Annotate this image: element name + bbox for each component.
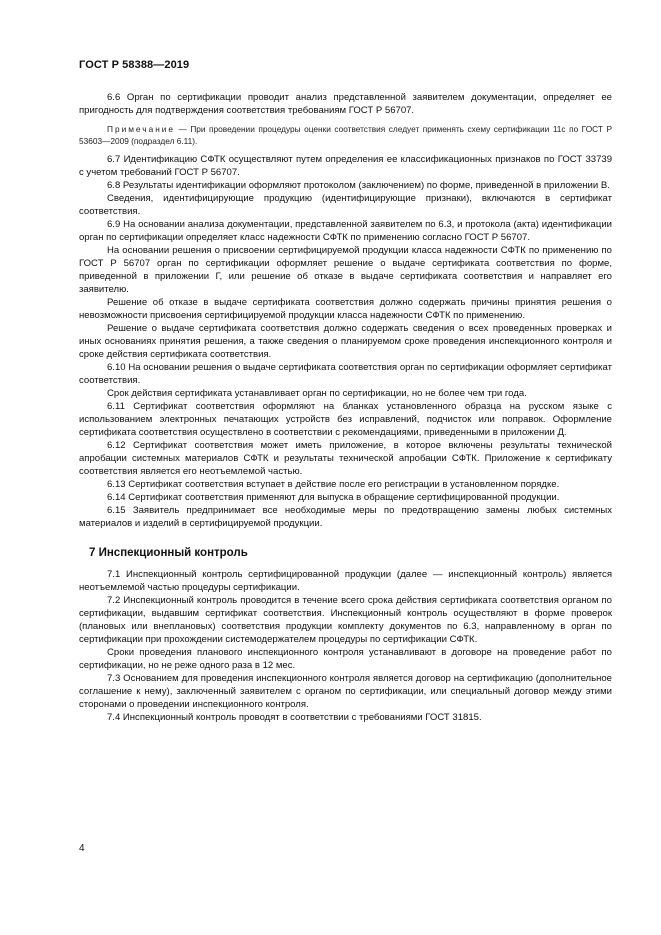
paragraph: Срок действия сертификата устанавливает орган по сертификации, но не более чем три года. [107,388,527,399]
paragraph: 6.13 Сертификат соответствия вступает в действие после его регистрации в установленном порядке. [107,479,560,490]
paragraph: 6.14 Сертификат соответствия применяют для выпуска в обращение сертифицированной продукции. [107,492,560,503]
paragraph: 6.11 Сертификат соответствия оформляют на бланках установленного образца на русском языке с использованием электронных печатающих устройств без исправлений, подчисток или поправок. Оформление сертификата соответствия осуществлено в соответствии с рекомендациями, приведенными в приложении Д. [79,401,612,438]
paragraph: 6.9 На основании анализа документации, представленной заявителем по 6.3, и протокола (акта) идентификации орган по сертификации определяет класс надежности СФТК по применению согласно ГОСТ Р 56707. [79,219,612,243]
paragraph: 6.6 Орган по сертификации проводит анализ представленной заявителем документации, определяет ее пригодность для подтверждения соответствия требованиям ГОСТ Р 56707. [79,92,612,116]
paragraph: 7.4 Инспекционный контроль проводят в соответствии с требованиями ГОСТ 31815. [107,712,482,723]
paragraph: 6.15 Заявитель предпринимает все необходимые меры по предотвращению замены любых системных материалов и изделий в сертифицируемой продукции. [79,505,612,529]
paragraph: 7.2 Инспекционный контроль проводится в течение всего срока действия сертификата соответствия органом по сертификации, выдавшим сертификат соответствия. Инспекционный контроль осуществляют в форме проверок (плановых или внеплановых) соответствия продукции комплекту документов по 6.3, направленному в орган по сертификации при прохождении системодержателем процедуры по сертификации СФТК. [79,595,612,645]
paragraph: 6.7 Идентификацию СФТК осуществляют путем определения ее классификационных признаков по ГОСТ 33739 с учетом требований ГОСТ Р 56707. [79,154,612,178]
note [79,123,612,147]
page-body [79,91,612,724]
note-label: Примечание [107,124,176,134]
paragraph: Решение об отказе в выдаче сертификата соответствия должно содержать причины принятия решения о невозможности присвоения сертифицируемой продукции класса надежности СФТК по применению. [79,297,612,321]
paragraph: Сроки проведения планового инспекционного контроля устанавливают в договоре на проведение работ по сертификации, но не реже одного раза в 12 мес. [79,647,612,671]
paragraph: 6.10 На основании решения о выдаче сертификата соответствия орган по сертификации оформляет сертификат соответствия. [79,362,612,386]
document-header: ГОСТ Р 58388—2019 [79,59,190,71]
paragraph: Решение о выдаче сертификата соответствия должно содержать сведения о всех проведенных проверках и иных основаниях принятия решения, а также сведения о планируемом сроке проведения инспекционного контроля и сроке действия сертификата соответствия. [79,323,612,360]
section-title: 7 Инспекционный контроль [89,547,248,559]
paragraph: 6.12 Сертификат соответствия может иметь приложение, в которое включены результаты технической апробации системных материалов СФТК и результаты технической апробации СФТК. Приложение к сертификату соответствия является его неотъемлемой частью. [79,440,612,477]
paragraph: Сведения, идентифицирующие продукцию (идентифицирующие признаки), включаются в сертификат соответствия. [79,193,612,217]
paragraph: 6.8 Результаты идентификации оформляют протоколом (заключением) по форме, приведенной в приложении В. [107,180,610,191]
paragraph: На основании решения о присвоении сертифицируемой продукции класса надежности СФТК по применению по ГОСТ Р 56707 орган по сертификации оформляет решение о выдаче сертификата соответствия по форме, приведенной в приложении Г, или решение об отказе в выдаче сертификата соответствия и направляет его заявителю. [79,245,612,295]
paragraph: 7.3 Основанием для проведения инспекционного контроля является договор на сертификацию (дополнительное соглашение к нему), заключенный заявителем с органом по сертификации, или специальный договор между этими сторонами о проведении инспекционного контроля. [79,673,612,710]
note-text: — При проведении процедуры оценки соответствия следует применять схему сертификации 11с по ГОСТ Р 53603—2009 (подраздел 6.11). [79,124,612,146]
paragraph: 7.1 Инспекционный контроль сертифицированной продукции (далее — инспекционный контроль) является неотъемлемой частью процедуры сертификации. [79,569,612,593]
page-number: 4 [79,843,85,854]
